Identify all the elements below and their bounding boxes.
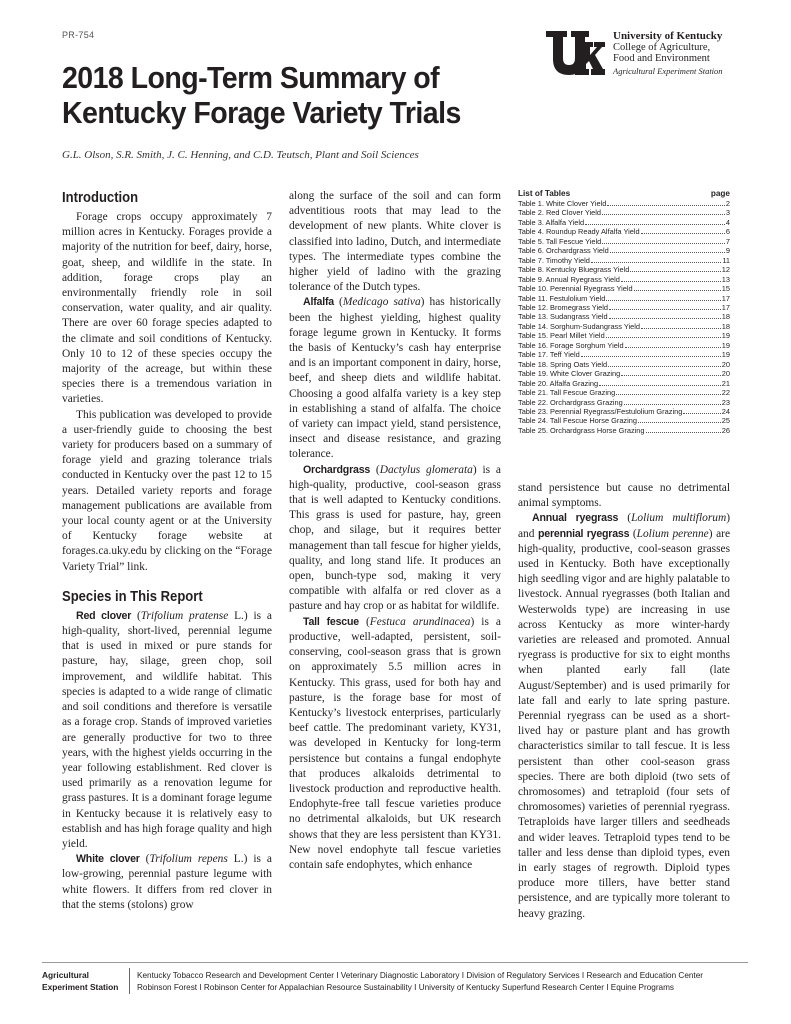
- toc-row-leader: [591, 262, 721, 263]
- footer-programs: [137, 970, 703, 993]
- toc-row-page: 11: [722, 255, 730, 265]
- title-line-1: 2018 Long-Term Summary of: [62, 60, 440, 95]
- toc-row-leader: [624, 404, 721, 405]
- toc-row-label: Table 22. Orchardgrass Grazing: [518, 397, 623, 407]
- toc-row-page: 26: [721, 425, 730, 435]
- toc-row: [518, 322, 730, 331]
- alfalfa-term: Alfalfa: [303, 296, 334, 309]
- authors-line: G.L. Olson, S.R. Smith, J. C. Henning, and C.D. Teutsch, Plant and Soil Sciences: [62, 149, 419, 161]
- toc-row: [518, 398, 730, 407]
- toc-row: [518, 208, 730, 217]
- ryegrass-text: are high-quality, productive, cool-season grasses used in Kentucky. Both have exceptionally high seedling vigor and are highly palatable to livestock. Annual ryegrasses (both Italian and Westerwolds type) are increasing in use across Kentucky as more winter-hardy varieties are released and promoted. Annual ryegrass is productive for six to eight months when planted early fall (late August/September) and is used primarily for late fall and early to late spring pasture. Perennial ryegrass can be used as a short-lived hay or pasture plant and has growth characteristics similar to tall fescue. It is less persistent than other cool-season grass species. There are both diploid (two sets of chromosomes) and tetraploid (four sets of chromosomes) varieties of perennial ryegrass. Tetraploids have larger tillers and seedheads and wider leaves. Tetraploid types tend to be taller and less dense than diploid types, even in early stages of regrowth. Diploid types produce more tillers, have better stand persistence, and are typically more tolerant to heavy grazing.: [518, 527, 730, 920]
- university-name: University of Kentucky: [613, 30, 723, 42]
- toc-row-leader: [634, 290, 721, 291]
- toc-row-label: Table 20. Alfalfa Grazing: [518, 378, 599, 388]
- toc-row-page: 25: [721, 416, 730, 426]
- toc-row: [518, 265, 730, 274]
- footer-left-line-1: Agricultural: [42, 970, 89, 980]
- toc-row-label: Table 5. Tall Fescue Yield: [518, 236, 602, 246]
- university-block: [613, 31, 723, 77]
- species-heading: Species in This Report: [62, 588, 203, 605]
- toc-row-page: 24: [721, 406, 730, 416]
- college-line-2: Food and Environment: [613, 53, 710, 64]
- uk-logo-icon: [545, 30, 605, 76]
- toc-row-page: 4: [725, 217, 730, 227]
- toc-row: [518, 388, 730, 397]
- toc-row: [518, 331, 730, 340]
- station-name: Agricultural Experiment Station: [613, 66, 723, 76]
- toc-row: [518, 303, 730, 312]
- toc-row-leader: [606, 337, 721, 338]
- toc-row-leader: [609, 318, 721, 319]
- toc-row-label: Table 6. Orchardgrass Yield: [518, 246, 609, 256]
- toc-row: [518, 284, 730, 293]
- toc-row: [518, 350, 730, 359]
- toc-row: [518, 379, 730, 388]
- toc-row-label: Table 16. Forage Sorghum Yield: [518, 340, 624, 350]
- toc-row-label: Table 18. Spring Oats Yield: [518, 359, 608, 369]
- toc-row: [518, 237, 730, 246]
- college-line-1: College of Agriculture,: [613, 42, 711, 53]
- perennial-ryegrass-scientific-name: Lolium perenne: [636, 527, 709, 540]
- perennial-ryegrass-term: perennial ryegrass: [538, 527, 630, 540]
- toc-row: [518, 426, 730, 435]
- toc-row-page: 17: [721, 302, 730, 312]
- toc-row-page: 6: [725, 227, 730, 237]
- alfalfa-text: has historically been the highest yielding, highest quality forage legume grown in Kentucky. It forms the basis of Kentucky’s cash hay enterprise and is an important component in dairy, horse, beef, and sheep diets and wildlife habitat. Choosing a good alfalfa variety is a key step in establishing a stand of alfalfa. The choice of variety can impact yield, stand persistence, insect and disease resistance, and grazing tolerance.: [289, 296, 501, 461]
- toc-row-page: 22: [721, 388, 730, 398]
- toc-row-leader: [641, 233, 725, 234]
- toc-row-label: Table 13. Sudangrass Yield: [518, 312, 608, 322]
- footer-right-line-2: Robinson Forest I Robinson Center for Appalachian Resource Sustainability I University of Kentucky Superfund Research Center I Equine Programs: [137, 982, 675, 992]
- toc-row: [518, 312, 730, 321]
- column-3: [518, 481, 730, 922]
- tall-fescue-term: Tall fescue: [303, 615, 359, 628]
- toc-row-leader: [625, 347, 721, 348]
- toc-row-label: Table 14. Sorghum-Sudangrass Yield: [518, 321, 641, 331]
- tall-fescue-scientific-name: Festuca arundinacea: [369, 615, 471, 628]
- toc-row-leader: [621, 281, 721, 282]
- annual-ryegrass-scientific-name: Lolium multiflorum: [631, 512, 727, 525]
- toc-row-label: Table 17. Teff Yield: [518, 350, 580, 360]
- title-line-2: Kentucky Forage Variety Trials: [62, 95, 461, 130]
- toc-row: [518, 256, 730, 265]
- footer-station-label: [42, 970, 118, 993]
- tall-fescue-continued: stand persistence but cause no detrimental animal symptoms.: [518, 482, 730, 510]
- toc-row-page: 23: [721, 397, 730, 407]
- list-of-tables-rows: [518, 199, 730, 435]
- publication-number: PR-754: [62, 30, 95, 40]
- toc-row: [518, 407, 730, 416]
- toc-row-leader: [599, 385, 721, 386]
- toc-row-label: Table 2. Red Clover Yield: [518, 208, 601, 218]
- toc-row-label: Table 15. Pearl Millet Yield: [518, 331, 605, 341]
- toc-row-label: Table 10. Perennial Ryegrass Yield: [518, 284, 633, 294]
- intro-paragraph-1: Forage crops occupy approximately 7 million acres in Kentucky. Forages provide a majority of the nutrition for beef, dairy, horse, goat, sheep, and wildlife in the state. In addition, forage crops play an environmentally friendly role in soil conservation, water quality, and air quality. There are over 60 forage species adapted to the climate and soil conditions of Kentucky. Only 10 to 12 of these species occupy the majority of the acreage, but within these species there is a tremendous variation in varieties.: [62, 211, 272, 406]
- toc-row-leader: [609, 309, 721, 310]
- toc-row-label: Table 24. Tall Fescue Horse Grazing: [518, 416, 637, 426]
- toc-row-page: 15: [721, 284, 730, 294]
- toc-row: [518, 341, 730, 350]
- toc-row-page: 17: [721, 293, 730, 303]
- white-clover-continued: along the surface of the soil and can form adventitious roots that may lead to the development of new plants. White clover is classified into ladino, Dutch, and intermediate types. The intermediate types combine the higher yield of ladino with the grazing tolerance of the Dutch types.: [289, 190, 501, 294]
- toc-row-leader: [616, 394, 721, 395]
- toc-row-leader: [641, 328, 721, 329]
- toc-row-label: Table 11. Festulolium Yield: [518, 293, 606, 303]
- toc-row: [518, 218, 730, 227]
- orchardgrass-scientific-name: Dactylus glomerata: [379, 463, 473, 476]
- annual-ryegrass-term: Annual ryegrass: [532, 512, 619, 525]
- alfalfa-paragraph: Alfalfa (Medicago sativa) has historically been the highest yielding, highest quality forage legume grown in Kentucky. It forms the basis of Kentucky’s cash hay enterprise and is an important component in dairy, horse, beef, and sheep diets and wildlife habitat. Choosing a good alfalfa variety is a key step in establishing a stand of alfalfa. The choice of variety can impact yield, stand persistence, insect and disease resistance, and grazing tolerance.: [289, 296, 501, 461]
- white-clover-scientific-name: Trifolium repens: [149, 853, 228, 866]
- toc-row-leader: [608, 366, 721, 367]
- toc-row-page: 2: [725, 199, 730, 208]
- tall-fescue-paragraph: Tall fescue (Festuca arundinacea) is a productive, well-adapted, persistent, soil-conserving, cool-season grass that is grown on approximately 5.5 million acres in Kentucky. This grass, used for both hay and pasture, is the forage base for most of Kentucky’s livestock enterprises, particularly beef cattle. The predominant variety, KY31, was developed in Kentucky for long-term persistence but contains a fungal endophyte that produces alkaloids detrimental to livestock production and reproductive health. Endophyte-free tall fescue varieties produce no detrimental alkaloids, but UK research shows that they are less persistent than KY31. New novel endophyte tall fescue varieties contain safe endophytes, which enhance: [289, 615, 501, 871]
- toc-row-label: Table 1. White Clover Yield: [518, 199, 607, 208]
- toc-row-label: Table 3. Alfalfa Yield: [518, 217, 585, 227]
- introduction-heading: Introduction: [62, 190, 139, 206]
- ryegrass-paragraph: Annual ryegrass (Lolium multiflorum) and perennial ryegrass (Lolium perenne) are high-quality, productive, cool-season grasses used in Kentucky. Both have exceptionally high seedling vigor and are highly palatable to livestock. Annual ryegrasses (both Italian and Westerwolds type) are increasing in use across Kentucky as more winter-hardy varieties are released and promoted. Annual ryegrass is productive for six to eight months when planted early fall (late August/September) and is used primarily for late fall and early to late spring pasture. Perennial ryegrass can be used as a short-lived hay or pasture plant and has growth characteristics similar to tall fescue. It is less persistent than other cool-season grass species. There are both diploid (two sets of chromosomes) and tetraploid (four sets of chromosomes) varieties of perennial ryegrass. Tetraploids have larger tillers and seedheads and wider leaves. Tetraploid types tend to be taller and less dense than diploid types, even in early stages of regrowth. Diploid types produce more tillers, have better stand persistence, and are typically more tolerant to heavy grazing.: [518, 512, 730, 920]
- toc-row-label: Table 4. Roundup Ready Alfalfa Yield: [518, 227, 640, 237]
- toc-row-leader: [585, 224, 725, 225]
- toc-row-label: Table 12. Bromegrass Yield: [518, 302, 608, 312]
- toc-row: [518, 275, 730, 284]
- orchardgrass-term: Orchardgrass: [303, 463, 371, 476]
- toc-row-page: 20: [721, 359, 730, 369]
- toc-row-leader: [646, 432, 721, 433]
- toc-row-leader: [602, 214, 725, 215]
- toc-row-leader: [581, 356, 721, 357]
- toc-row-label: Table 8. Kentucky Bluegrass Yield: [518, 265, 630, 275]
- toc-row-page: 18: [721, 312, 730, 322]
- toc-row-page: 12: [721, 265, 730, 275]
- toc-row: [518, 199, 730, 208]
- toc-row: [518, 416, 730, 425]
- toc-row-label: Table 19. White Clover Grazing: [518, 369, 621, 379]
- toc-row-leader: [607, 205, 725, 206]
- red-clover-paragraph: Red clover (Trifolium pratense L.) is a high-quality, short-lived, perennial legume that is used in mixed or pure stands for pasture, hay, silage, green chop, soil improvement, and wildlife habitat. This species is adapted to a wide range of climatic and soil conditions and therefore is versatile as a forage crop. Stands of improved varieties are generally productive for two to three years, with the highest yields occurring in the year following establishment. Red clover is used primarily as a renovation legume for grass pastures. It is a dominant forage legume in Kentucky because it is relatively easy to establish and has high forage quality and high yield.: [62, 609, 272, 850]
- footer-right-line-1: Kentucky Tobacco Research and Development Center I Veterinary Diagnostic Laboratory I Division of Regulatory Services I Research and Education Center: [137, 971, 703, 980]
- toc-row-leader: [638, 422, 721, 423]
- white-clover-text: L.) is a low-growing, perennial pasture legume with white flowers. It differs from red clover in that the stems (stolons) grow: [62, 853, 272, 911]
- toc-row-leader: [602, 243, 725, 244]
- toc-row-leader: [683, 413, 720, 414]
- toc-row-page: 21: [721, 378, 730, 388]
- list-of-tables: [518, 189, 730, 435]
- alfalfa-scientific-name: Medicago sativa: [342, 296, 421, 309]
- list-of-tables-header: [518, 189, 730, 199]
- toc-row-page: 7: [725, 236, 730, 246]
- page-title: [62, 60, 494, 130]
- toc-row-leader: [606, 300, 720, 301]
- red-clover-term: Red clover: [76, 609, 132, 622]
- list-of-tables-heading: List of Tables: [518, 189, 571, 198]
- toc-row-leader: [630, 271, 720, 272]
- toc-row-page: 3: [725, 208, 730, 218]
- toc-row-page: 20: [721, 369, 730, 379]
- toc-row: [518, 294, 730, 303]
- toc-row: [518, 227, 730, 236]
- column-2: [289, 189, 501, 873]
- toc-row-label: Table 21. Tall Fescue Grazing: [518, 388, 616, 398]
- intro-paragraph-2: This publication was developed to provide a user-friendly guide to choosing the best variety for producers based on a summary of forage yield and grazing tolerance trials conducted in Kentucky over the past 12 to 15 years. Detailed variety reports and forage management publications are available from your local county agent or at the University of Kentucky forage website at forages.ca.uky.edu by clicking on the “Forage Variety Trial” link.: [62, 408, 272, 573]
- toc-row-page: 18: [721, 321, 730, 331]
- toc-row-label: Table 9. Annual Ryegrass Yield: [518, 274, 620, 284]
- toc-row-page: 19: [721, 340, 730, 350]
- orchardgrass-text: is a high-quality, productive, cool-season grass that is well adapted to Kentucky conditions. This grass is used for pasture, hay, green chop, and silage, but it requires better management than tall fescue for higher yields, quality, and long stand life. It produces an open, bunch-type sod, making it very compatible with alfalfa or red clover as a pasture and hay crop or as habitat for wildlife.: [289, 463, 501, 613]
- toc-row: [518, 369, 730, 378]
- toc-row: [518, 360, 730, 369]
- white-clover-term: White clover: [76, 853, 140, 866]
- tall-fescue-text: is a productive, well-adapted, persistent, soil-conserving, cool-season grass that is grown on approximately 5.5 million acres in Kentucky. This grass, used for both hay and pasture, is the forage base for most of Kentucky’s livestock enterprises, particularly beef cattle. The predominant variety, KY31, was developed in Kentucky for long-term persistence but contains a fungal endophyte that produces alkaloids detrimental to livestock production and reproductive health. Endophyte-free tall fescue varieties produce no detrimental alkaloids, but UK research shows that they are less persistent than KY31. New novel endophyte tall fescue varieties contain safe endophytes, which enhance: [289, 615, 501, 871]
- footer-left-line-2: Experiment Station: [42, 981, 119, 992]
- toc-row-page: 9: [725, 246, 730, 256]
- toc-row-leader: [610, 252, 725, 253]
- toc-row: [518, 246, 730, 255]
- toc-row-page: 19: [721, 331, 730, 341]
- footer-separator: [129, 968, 130, 994]
- orchardgrass-paragraph: Orchardgrass (Dactylus glomerata) is a high-quality, productive, cool-season grass that is well adapted to Kentucky conditions. This grass is used for pasture, hay, green chop, and silage, but it requires better management than tall fescue for higher yields, quality, and long stand life. It produces an open, bunch-type sod, making it very compatible with alfalfa or red clover as a pasture and hay crop or as habitat for wildlife.: [289, 463, 501, 613]
- footer-divider: [42, 962, 748, 963]
- red-clover-scientific-name: Trifolium pratense: [140, 609, 229, 622]
- ryegrass-connector: and: [518, 527, 535, 540]
- column-1: [62, 189, 272, 913]
- toc-row-page: 13: [721, 274, 730, 284]
- toc-row-leader: [621, 375, 720, 376]
- red-clover-text: L.) is a high-quality, short-lived, perennial legume that is used in mixed or pure stands for pasture, hay, silage, green chop, soil improvement, and wildlife habitat. This species is adapted to a wide range of climatic and soil conditions and therefore is versatile as a forage crop. Stands of improved varieties are generally productive for two to three years, with the highest yields occurring in the year following establishment. Red clover is used primarily as a renovation legume for grass pastures. It is a dominant forage legume in Kentucky because it is relatively easy to establish and has high forage quality and high yield.: [62, 609, 272, 850]
- toc-row-page: 19: [721, 350, 730, 360]
- toc-row-label: Table 7. Timothy Yield: [518, 255, 590, 265]
- list-of-tables-page-heading: page: [710, 189, 730, 198]
- white-clover-paragraph: White clover (Trifolium repens L.) is a low-growing, perennial pasture legume with white flowers. It differs from red clover in that the stems (stolons) grow: [62, 853, 272, 911]
- toc-row-label: Table 23. Perennial Ryegrass/Festulolium Grazing: [518, 406, 683, 416]
- toc-row-label: Table 25. Orchardgrass Horse Grazing: [518, 425, 645, 435]
